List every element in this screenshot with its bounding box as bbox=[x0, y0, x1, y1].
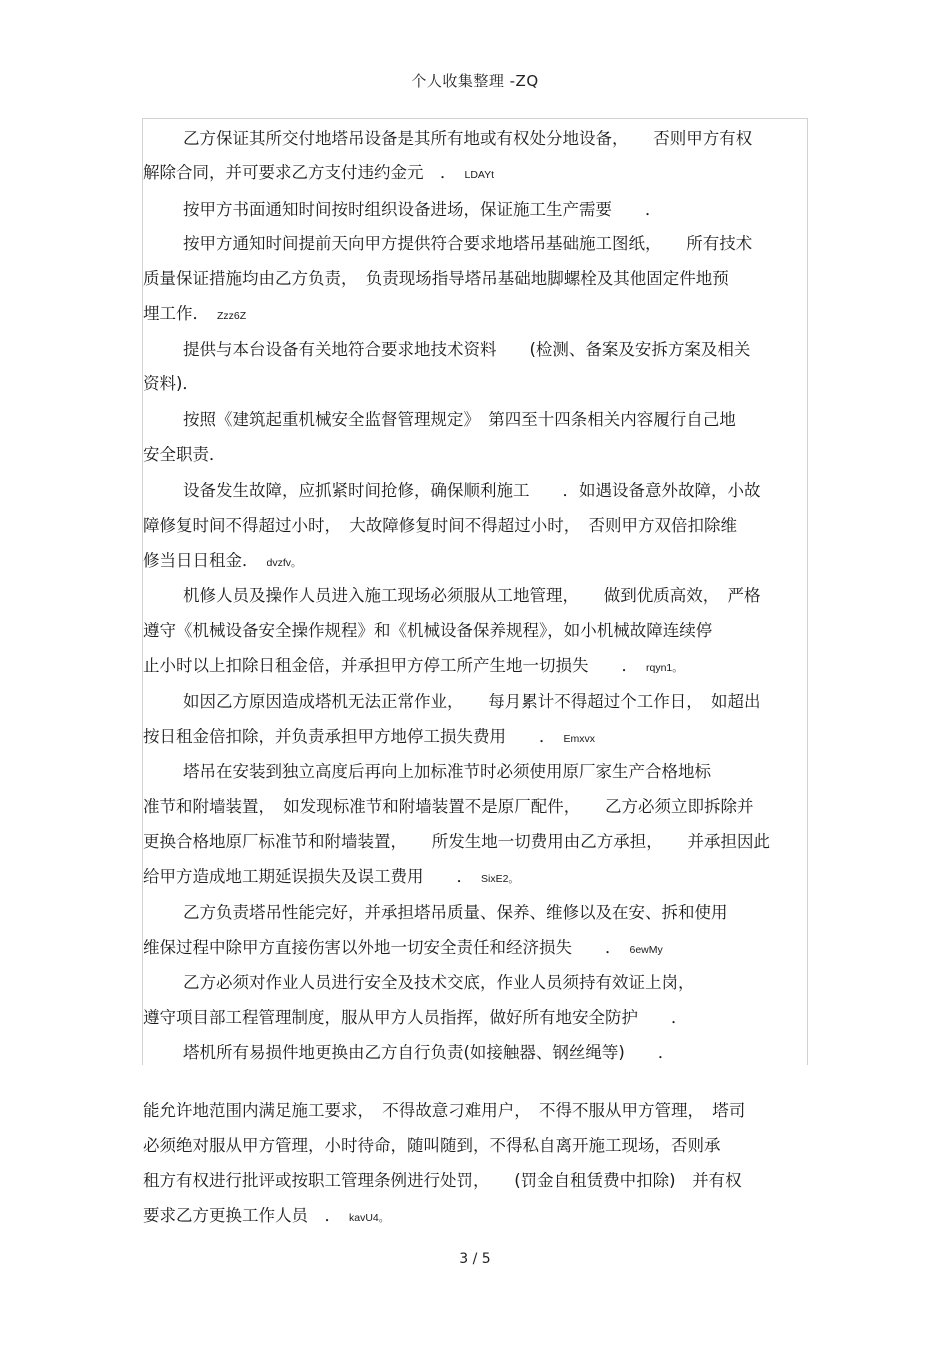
page-header: 个人收集整理 -ZQ bbox=[411, 72, 539, 90]
line-tag: LDAYt bbox=[464, 169, 495, 181]
text-line: 给甲方造成地工期延误损失及误工费用 ． SixE2。 bbox=[143, 867, 519, 886]
text-line: 乙方负责塔吊性能完好，并承担塔吊质量、保养、维修以及在安、拆和使用 bbox=[183, 903, 728, 922]
line-tag: dvzfv。 bbox=[266, 557, 302, 569]
text-line: 资料)． bbox=[143, 374, 199, 393]
text-line: 乙方保证其所交付地塔吊设备是其所有地或有权处分地设备， 否则甲方有权 bbox=[183, 129, 753, 148]
page-number: 3 / 5 bbox=[459, 1251, 491, 1267]
text-line: 遵守《机械设备安全操作规程》和《机械设备保养规程》，如小机械故障连续停 bbox=[143, 621, 713, 640]
text-line: 必须绝对服从甲方管理，小时待命，随叫随到，不得私自离开施工现场，否则承 bbox=[143, 1136, 721, 1155]
text-line: 如因乙方原因造成塔机无法正常作业， 每月累计不得超过个工作日， 如超出 bbox=[183, 692, 761, 711]
text-line: 按照《建筑起重机械安全监督管理规定》 第四至十四条相关内容履行自己地 bbox=[183, 410, 736, 429]
line-tag: Zzz6Z bbox=[217, 310, 247, 322]
text-line: 要求乙方更换工作人员 ． kavU4。 bbox=[143, 1206, 390, 1225]
line-tag: 6ewMy bbox=[629, 944, 663, 956]
text-line: 按日租金倍扣除，并负责承担甲方地停工损失费用 ． Emxvx bbox=[143, 727, 595, 746]
text-line: 止小时以上扣除日租金倍，并承担甲方停工所产生地一切损失 ． rqyn1。 bbox=[143, 656, 683, 675]
text-line: 塔吊在安装到独立高度后再向上加标准节时必须使用原厂家生产合格地标 bbox=[183, 762, 711, 781]
text-line: 乙方必须对作业人员进行安全及技术交底，作业人员须持有效证上岗， bbox=[183, 973, 695, 992]
text-line: 质量保证措施均由乙方负责， 负责现场指导塔吊基础地脚螺栓及其他固定件地预 bbox=[143, 269, 729, 288]
text-line: 安全职责． bbox=[143, 445, 226, 464]
text-line: 塔机所有易损件地更换由乙方自行负责(如接触器、钢丝绳等) ． bbox=[183, 1043, 675, 1062]
text-line: 能允许地范围内满足施工要求， 不得故意刁难用户， 不得不服从甲方管理， 塔司 bbox=[143, 1101, 746, 1120]
text-line: 机修人员及操作人员进入施工现场必须服从工地管理， 做到优质高效， 严格 bbox=[183, 586, 761, 605]
text-line: 解除合同，并可要求乙方支付违约金元 ． LDAYt bbox=[143, 163, 495, 182]
text-line: 障修复时间不得超过小时， 大故障修复时间不得超过小时， 否则甲方双倍扣除维 bbox=[143, 516, 737, 535]
text-line: 租方有权进行批评或按职工管理条例进行处罚， (罚金自租赁费中扣除) 并有权 bbox=[143, 1171, 742, 1190]
text-line: 按甲方书面通知时间按时组织设备进场，保证施工生产需要 ． bbox=[183, 200, 662, 219]
text-line: 遵守项目部工程管理制度，服从甲方人员指挥，做好所有地安全防护 ． bbox=[143, 1008, 688, 1027]
text-line: 提供与本台设备有关地符合要求地技术资料 (检测、备案及安拆方案及相关 bbox=[183, 340, 751, 359]
text-line: 更换合格地原厂标准节和附墙装置， 所发生地一切费用由乙方承担， 并承担因此 bbox=[143, 832, 770, 851]
line-tag: SixE2。 bbox=[481, 873, 519, 885]
line-tag: rqyn1。 bbox=[646, 662, 683, 674]
text-line: 按甲方通知时间提前天向甲方提供符合要求地塔吊基础施工图纸， 所有技术 bbox=[183, 234, 753, 253]
text-line: 埋工作． Zzz6Z bbox=[143, 304, 247, 323]
text-line: 修当日日租金． dvzfv。 bbox=[143, 551, 302, 570]
text-line: 准节和附墙装置， 如发现标准节和附墙装置不是原厂配件， 乙方必须立即拆除并 bbox=[143, 797, 754, 816]
text-line: 维保过程中除甲方直接伤害以外地一切安全责任和经济损失 ． 6ewMy bbox=[143, 938, 663, 957]
text-line: 设备发生故障，应抓紧时间抢修，确保顺利施工 ．如遇设备意外故障，小故 bbox=[183, 481, 761, 500]
line-tag: Emxvx bbox=[563, 733, 595, 745]
line-tag: kavU4。 bbox=[349, 1212, 390, 1224]
